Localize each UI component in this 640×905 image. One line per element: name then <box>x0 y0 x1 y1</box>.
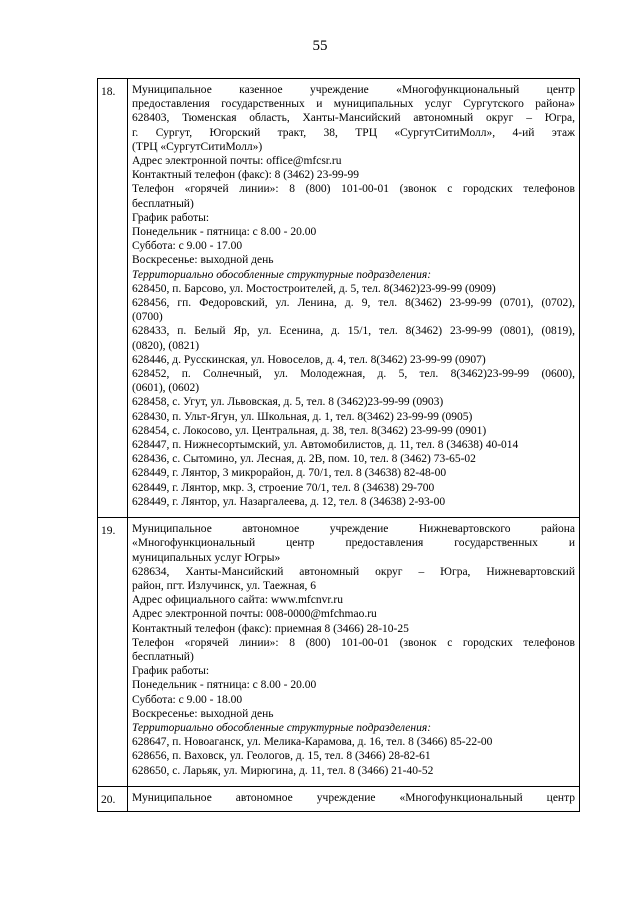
text-line: Муниципальное автономное учреждение «Многофункциональный центр <box>132 791 575 804</box>
text-line: Муниципальное автономное учреждение Нижневартовского района <box>132 523 575 536</box>
institution-details <box>128 518 580 787</box>
text-line: 628647, п. Новоаганск, ул. Мелика-Карамова, д. 16, тел. 8 (3466) 85-22-00 <box>132 736 493 749</box>
text-line: (0601), (0602) <box>132 382 200 395</box>
text-line: 628450, п. Барсово, ул. Мостостроителей, д. 5, тел. 8(3462)23-99-99 (0909) <box>132 282 496 295</box>
text-line: Контактный телефон (факс): приемная 8 (3466) 28-10-25 <box>132 622 409 635</box>
row-number: 20. <box>98 786 128 811</box>
text-line: г. Сургут, Югорский тракт, 38, ТРЦ «СургутСитиМолл», 4-ий этаж <box>132 126 575 139</box>
text-line: предоставления государственных и муниципальных услуг Сургутского района» <box>132 98 575 111</box>
text-line: 628430, п. Ульт-Ягун, ул. Школьная, д. 1, тел. 8(3462) 23-99-99 (0905) <box>132 410 473 423</box>
text-line: 628452, п. Солнечный, ул. Молодежная, д. 5, тел. 8(3462)23-99-99 (0600), <box>132 368 575 381</box>
text-line: 628634, Ханты-Мансийский автономный округ – Югра, Нижневартовский <box>132 565 575 578</box>
mfc-list-table <box>97 78 580 812</box>
table-row <box>98 518 580 787</box>
text-line: бесплатный) <box>132 197 194 210</box>
text-line: 628449, г. Лянтор, ул. Назаргалеева, д. 12, тел. 8 (34638) 2-93-00 <box>132 495 446 508</box>
text-line: «Многофункциональный центр предоставления государственных и <box>132 537 575 550</box>
text-line: Муниципальное казенное учреждение «Многофункциональный центр <box>132 84 575 96</box>
text-line: (0820), (0821) <box>132 339 200 352</box>
text-line: Понедельник - пятница: с 8.00 - 20.00 <box>132 679 317 692</box>
text-line: (0700) <box>132 311 163 324</box>
text-line: 628446, д. Русскинская, ул. Новоселов, д. 4, тел. 8(3462) 23-99-99 (0907) <box>132 353 486 366</box>
text-line: График работы: <box>132 211 210 224</box>
text-line: район, пгт. Излучинск, ул. Таежная, 6 <box>132 579 316 592</box>
text-line: 628650, с. Ларьяк, ул. Мирюгина, д. 11, тел. 8 (3466) 21-40-52 <box>132 764 434 777</box>
row-number: 19. <box>98 518 128 787</box>
text-line: Контактный телефон (факс): 8 (3462) 23-99-99 <box>132 169 359 182</box>
text-line: Телефон «горячей линии»: 8 (800) 101-00-01 (звонок с городских телефонов <box>132 636 575 649</box>
text-line: Суббота: с 9.00 - 18.00 <box>132 693 243 706</box>
row-number: 18. <box>98 79 128 518</box>
page-number: 55 <box>312 38 328 54</box>
section-heading: Территориально обособленные структурные подразделения: <box>132 268 432 281</box>
text-line: Адрес электронной почты: office@mfcsr.ru <box>132 155 342 168</box>
text-line: Адрес электронной почты: 008-0000@mfchmao.ru <box>132 608 377 621</box>
text-line: 628436, с. Сытомино, ул. Лесная, д. 2В, пом. 10, тел. 8 (3462) 73-65-02 <box>132 453 476 466</box>
text-line: Понедельник - пятница: с 8.00 - 20.00 <box>132 226 317 239</box>
text-line: 628403, Тюменская область, Ханты-Мансийский автономный округ – Югра, <box>132 112 575 125</box>
text-line: 628433, п. Белый Яр, ул. Есенина, д. 15/1, тел. 8(3462) 23-99-99 (0801), (0819), <box>132 325 575 338</box>
text-line: 628456, гп. Федоровский, ул. Ленина, д. 9, тел. 8(3462) 23-99-99 (0701), (0702), <box>132 297 575 310</box>
text-line: Воскресенье: выходной день <box>132 254 274 267</box>
text-line: График работы: <box>132 665 210 678</box>
table-row <box>98 79 580 518</box>
text-line: (ТРЦ «СургутСитиМолл») <box>132 140 263 153</box>
text-line: Воскресенье: выходной день <box>132 707 274 720</box>
text-line: 628449, г. Лянтор, 3 микрорайон, д. 70/1, тел. 8 (34638) 82-48-00 <box>132 467 447 480</box>
institution-details <box>128 79 580 518</box>
table-row <box>98 786 580 811</box>
text-line: 628447, п. Нижнесортымский, ул. Автомобилистов, д. 11, тел. 8 (34638) 40-014 <box>132 439 519 452</box>
text-line: 628458, с. Угут, ул. Львовская, д. 5, тел. 8 (3462)23-99-99 (0903) <box>132 396 444 409</box>
text-line: Суббота: с 9.00 - 17.00 <box>132 240 243 253</box>
text-line: 628656, п. Ваховск, ул. Геологов, д. 15, тел. 8 (3466) 28-82-61 <box>132 750 431 763</box>
institution-details <box>128 786 580 811</box>
text-line: бесплатный) <box>132 650 194 663</box>
text-line: 628449, г. Лянтор, мкр. 3, строение 70/1, тел. 8 (34638) 29-700 <box>132 481 435 494</box>
text-line: Адрес официального сайта: www.mfcnvr.ru <box>132 594 344 607</box>
text-line: 628454, с. Локосово, ул. Центральная, д. 38, тел. 8(3462) 23-99-99 (0901) <box>132 424 487 437</box>
text-line: Телефон «горячей линии»: 8 (800) 101-00-01 (звонок с городских телефонов <box>132 183 575 196</box>
text-line: муниципальных услуг Югры» <box>132 551 281 564</box>
section-heading: Территориально обособленные структурные подразделения: <box>132 721 432 734</box>
